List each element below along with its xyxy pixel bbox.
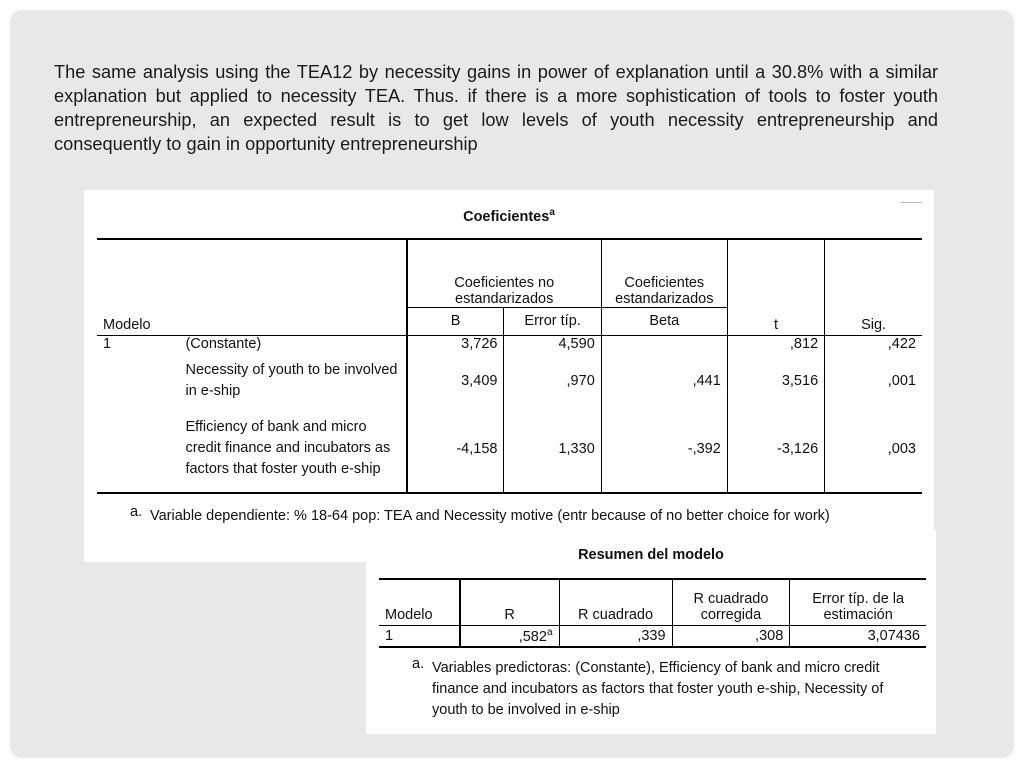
table-row [97,357,922,405]
t-cell: -3,126 [727,405,824,493]
header-adj: R cuadrado corregida [672,579,790,625]
predictor-cell: (Constante) [185,335,262,352]
model-summary-footnote [412,658,912,726]
model-summary-table [379,578,926,648]
r2-cell: ,339 [559,625,672,647]
sig-cell: ,001 [825,357,922,405]
table-row [379,625,926,647]
predictor-cell: Efficiency of bank and micro credit finance and incubators as factors that foster youth e-ship [185,419,391,477]
table-row [97,335,922,357]
footnote-mark: a. [130,504,143,520]
header-modelo: Modelo [379,579,460,625]
beta-cell [601,335,727,357]
adj-cell: ,308 [672,625,790,647]
header-r: R [460,579,559,625]
model-summary-title: Resumen del modelo [578,547,724,563]
err-cell: ,970 [504,357,601,405]
predictor-cell: Necessity of youth to be involved in e-ship [185,362,398,399]
r-sup: a [546,626,553,638]
header-err: Error típ. [504,307,601,335]
modelo-cell: 1 [385,627,394,644]
header-b: B [407,307,504,335]
t-cell: ,812 [727,335,824,357]
coefficients-title-text: Coeficientes [463,208,550,225]
coefficients-title [84,207,934,225]
table-row [97,405,922,493]
coefficients-panel [84,190,934,562]
b-cell: 3,409 [407,357,504,405]
beta-cell: ,441 [601,357,727,405]
header-modelo: Modelo [97,239,407,335]
beta-cell: -,392 [601,405,727,493]
sig-cell: ,422 [825,335,922,357]
header-beta: Beta [601,307,727,335]
r-cell [460,625,559,647]
header-t: t [727,239,824,335]
coefficients-table [97,238,922,494]
err-cell: 1,330 [504,405,601,493]
header-sig: Sig. [825,239,922,335]
header-no-std: Coeficientes no estandarizados [407,239,602,307]
b-cell: 3,726 [407,335,504,357]
b-cell: -4,158 [407,405,504,493]
header-err: Error típ. de la estimación [790,579,926,625]
footnote-text: Variable dependiente: % 18-64 pop: TEA and Necessity motive (entr because of no better choice for work) [150,508,830,524]
intro-paragraph: The same analysis using the TEA12 by necessity gains in power of explanation until a 30.8% with a similar explanation but applied to necessity TEA. Thus. if there is a more sophistication of tools to foster youth entrepreneurship, an expected result is to get low levels of youth necessity entrepreneurship and consequently to gain in opportunity entrepreneurship [54,62,938,154]
err-cell: 3,07436 [790,625,926,647]
footnote-mark: a. [412,656,425,672]
sig-cell: ,003 [825,405,922,493]
footnote-text: Variables predictoras: (Constante), Efficiency of bank and micro credit finance and incubators as factors that foster youth e-ship, Necessity of youth to be involved in e-ship [432,660,884,718]
model-summary-panel [366,530,936,734]
header-std: Coeficientes estandarizados [601,239,727,307]
coefficients-title-sup: a [549,207,555,218]
r-value: ,582 [518,628,547,645]
err-cell: 4,590 [504,335,601,357]
header-r2: R cuadrado [559,579,672,625]
decorative-line [900,202,922,203]
t-cell: 3,516 [727,357,824,405]
model-number: 1 [103,335,112,352]
